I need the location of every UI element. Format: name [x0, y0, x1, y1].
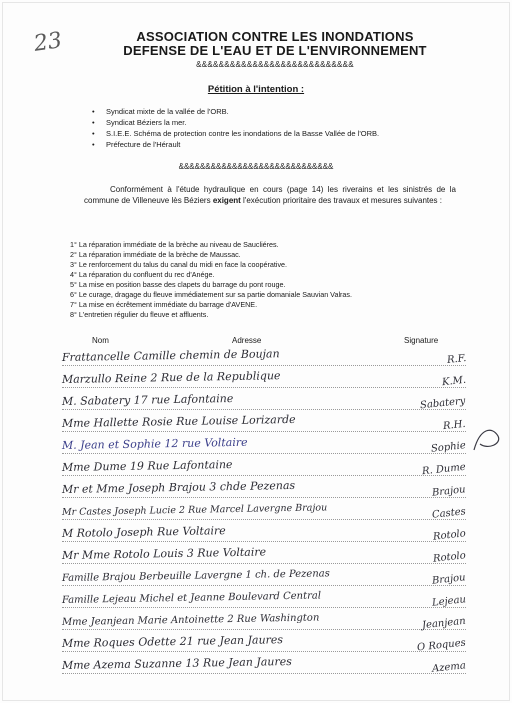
signature: K.M.	[441, 374, 467, 389]
intro-text-end: l'exécution prioritaire des travaux et mesures suivantes :	[240, 196, 443, 205]
intro-paragraph	[84, 184, 456, 206]
signature-row	[62, 651, 466, 674]
signature-row	[62, 475, 466, 498]
signatory-entry: Mr et Mme Joseph Brajou 3 chde Pezenas	[61, 478, 296, 496]
signature-row	[62, 607, 466, 630]
intro-emphasis: exigent	[212, 196, 241, 205]
signature-row	[62, 563, 466, 586]
signature: Sabatery	[420, 395, 467, 412]
recipient-item: • Syndicat mixte de la vallée de l'ORB.	[92, 106, 379, 117]
signature-row	[62, 409, 466, 432]
column-header-address: Adresse	[232, 336, 262, 345]
signature: O Roques	[416, 637, 467, 654]
signature: R. Dume	[421, 461, 467, 478]
association-title: ASSOCIATION CONTRE LES INONDATIONS	[136, 29, 414, 44]
signature-row	[62, 431, 466, 454]
demand-item: 2° La réparation immédiate de la brèche de Maussac.	[70, 250, 241, 259]
signatory-entry: Frattancelle Camille chemin de Boujan	[61, 347, 280, 364]
demand-item: 4° La réparation du confluent du rec d'Anége.	[70, 270, 215, 279]
signature: Azema	[431, 660, 467, 675]
column-header-name: Nom	[92, 336, 109, 345]
signature-row	[62, 387, 466, 410]
margin-scribble-icon	[470, 420, 506, 460]
signature-row	[62, 365, 466, 388]
signature-row	[62, 343, 466, 366]
recipient-item: • Préfecture de l'Hérault	[92, 139, 379, 150]
demand-item: 3° Le renforcement du talus du canal du midi en face la coopérative.	[70, 260, 288, 269]
recipient-item: • Syndicat Béziers la mer.	[92, 117, 379, 128]
signature: R.F.	[446, 353, 467, 366]
signatory-entry: M Rotolo Joseph Rue Voltaire	[61, 524, 226, 540]
signature-row	[62, 585, 466, 608]
demand-item: 7° La mise en écrêtement immédiate du barrage d'AVENE.	[70, 300, 258, 309]
signature: Lejeau	[431, 594, 467, 609]
association-subtitle: DEFENSE DE L'EAU ET DE L'ENVIRONNEMENT	[123, 43, 427, 58]
signatory-entry: M. Sabatery 17 rue Lafontaine	[61, 392, 234, 408]
document-header	[95, 30, 455, 69]
signature: Rotolo	[432, 550, 467, 565]
signatory-entry: Famille Brajou Berbeuille Lavergne 1 ch. de Pezenas	[61, 568, 330, 584]
handwritten-page-number: 23	[32, 28, 64, 57]
demand-item: 6° Le curage, dragage du fleuve immédiatement sur sa partie domaniale Sauvian Valras.	[70, 290, 353, 299]
signature-row	[62, 541, 466, 564]
signature: Castes	[431, 506, 467, 521]
separator-line: &&&&&&&&&&&&&&&&&&&&&&&&&&&&	[196, 60, 354, 69]
signature: Brajou	[431, 484, 467, 499]
signature-row	[62, 497, 466, 520]
signatory-entry: M. Jean et Sophie 12 rue Voltaire	[61, 435, 248, 452]
signature-row	[62, 519, 466, 542]
signature-row	[62, 453, 466, 476]
signatory-entry: Marzullo Reine 2 Rue de la Republique	[61, 369, 281, 386]
signatory-entry: Mme Azema Suzanne 13 Rue Jean Jaures	[61, 654, 292, 672]
signatory-entry: Mme Dume 19 Rue Lafontaine	[61, 458, 233, 474]
signatory-entry: Mme Jeanjean Marie Antoinette 2 Rue Washington	[61, 612, 320, 628]
petition-heading: Pétition à l'intention :	[207, 84, 305, 95]
demand-item: 1° La réparation immédiate de la brèche au niveau de Saucliéres.	[70, 240, 279, 249]
separator-line: &&&&&&&&&&&&&&&&&&&&&&&&&&&&&	[178, 162, 334, 171]
signature: R.H.	[442, 418, 467, 433]
signatory-entry: Famille Lejeau Michel et Jeanne Boulevard Central	[61, 590, 322, 606]
signatory-entry: Mr Castes Joseph Lucie 2 Rue Marcel Lavergne Brajou	[61, 502, 328, 518]
column-header-signature: Signature	[404, 336, 439, 345]
signature: Sophie	[430, 440, 467, 455]
signature: Rotolo	[432, 528, 467, 543]
recipient-item: • S.I.E.E. Schéma de protection contre les inondations de la Basse Vallée de l'ORB.	[92, 128, 379, 139]
demand-list	[70, 240, 352, 320]
intro-text: Conformément à l'étude hydraulique en cours (page 14) les riverains et les sinistrés de la commune de Villeneuve lès Béziers	[84, 185, 456, 205]
demand-item: 5° La mise en position basse des clapets du barrage du pont rouge.	[70, 280, 286, 289]
signature: Jeanjean	[421, 615, 467, 632]
signature-row	[62, 629, 466, 652]
recipient-list	[92, 106, 379, 150]
signatory-entry: Mr Mme Rotolo Louis 3 Rue Voltaire	[61, 545, 267, 562]
signatory-entry: Mme Hallette Rosie Rue Louise Lorizarde	[61, 412, 296, 430]
signatory-entry: Mme Roques Odette 21 rue Jean Jaures	[61, 633, 284, 650]
demand-item: 8° L'entretien régulier du fleuve et affluents.	[70, 310, 209, 319]
signature: Brajou	[431, 572, 467, 587]
